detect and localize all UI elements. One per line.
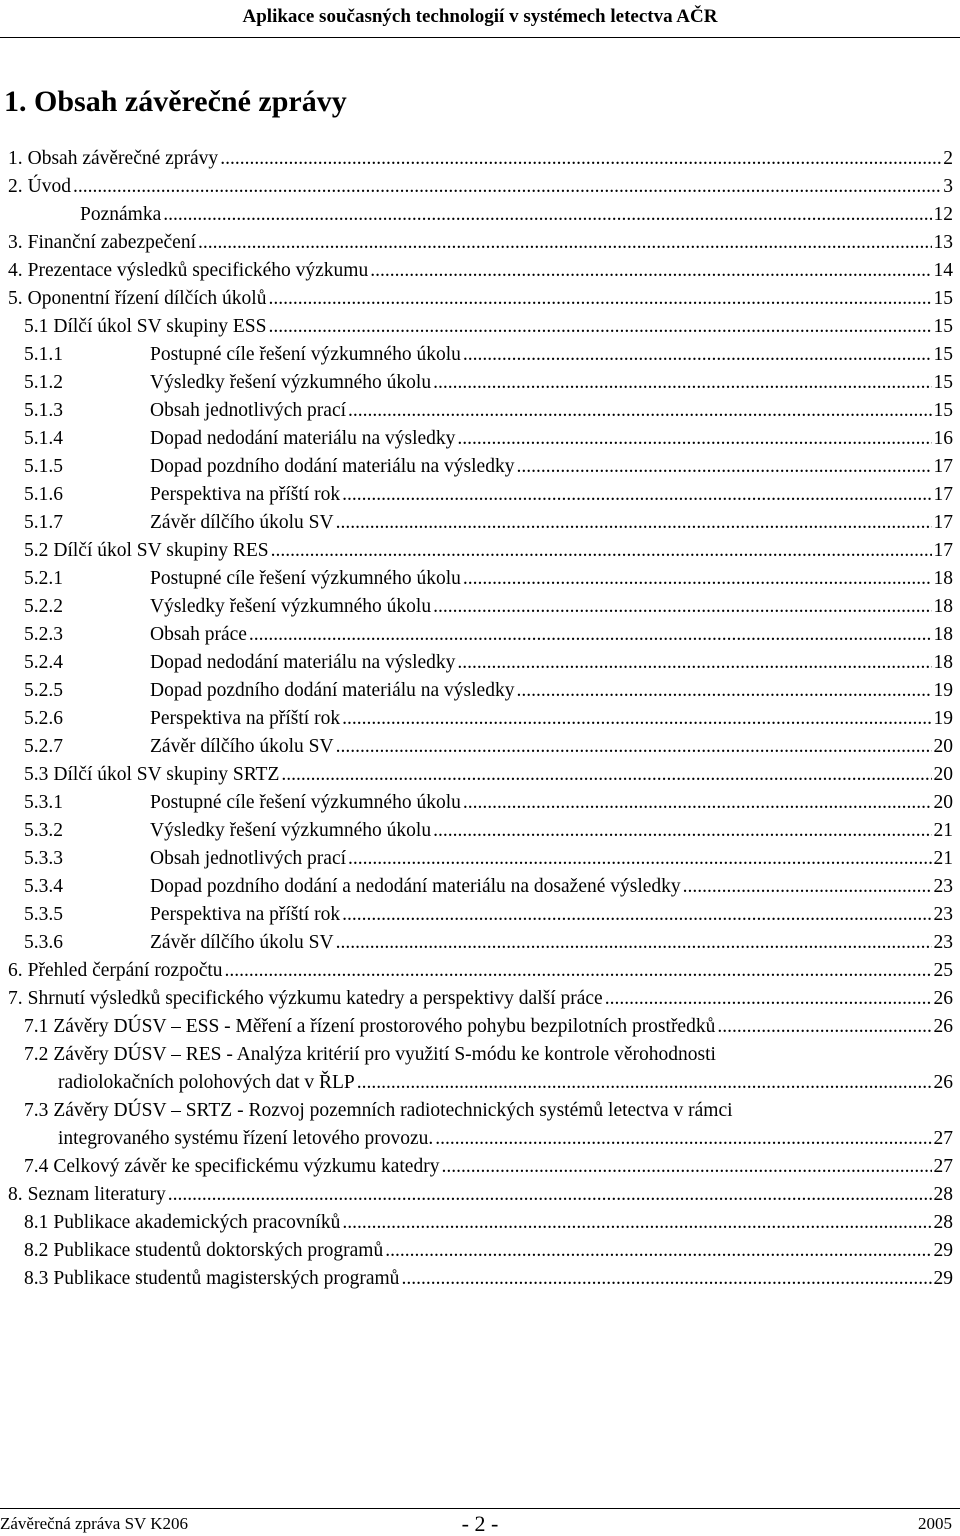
toc-page-number: 17: [933, 456, 953, 477]
toc-entry-title: Dopad pozdního dodání materiálu na výsledky: [150, 680, 515, 701]
toc-entry[interactable]: [0, 733, 960, 761]
toc-entry-number: 7.: [8, 988, 23, 1009]
toc-entry-number: 8.: [8, 1184, 23, 1205]
toc-entry[interactable]: [0, 817, 960, 845]
toc-page-number: 20: [933, 792, 953, 813]
toc-entry-body: [150, 873, 953, 901]
toc-entry-title: integrovaného systému řízení letového provozu.: [58, 1128, 434, 1149]
toc-entry-body: [8, 985, 953, 1013]
toc-page-number: 17: [933, 484, 953, 505]
toc-entry-number: 5.1.3: [24, 400, 63, 421]
toc-entry[interactable]: [0, 593, 960, 621]
toc-entry-number: 7.2: [24, 1044, 49, 1065]
toc-page-number: 28: [933, 1212, 953, 1233]
toc-entry-body: [24, 1097, 953, 1153]
toc-page-number: 15: [933, 316, 953, 337]
toc-entry-number: 7.1: [24, 1016, 49, 1037]
toc-page-number: 29: [933, 1240, 953, 1261]
toc-entry-body: [80, 201, 953, 229]
toc-dot-leader: [463, 789, 932, 817]
toc-page-number: 17: [933, 540, 953, 561]
toc-dot-leader: [342, 1209, 931, 1237]
toc-dot-leader: [717, 1013, 931, 1041]
toc-entry-number: 5.1: [24, 316, 49, 337]
toc-entry-title: Postupné cíle řešení výzkumného úkolu: [150, 792, 461, 813]
toc-entry[interactable]: [0, 957, 960, 985]
toc-dot-leader: [342, 481, 931, 509]
toc-entry-number: 5.2.6: [24, 708, 63, 729]
page-footer: [0, 1512, 960, 1536]
toc-dot-leader: [370, 257, 931, 285]
footer-left-text: Závěrečná zpráva SV K206: [0, 1514, 189, 1533]
toc-entry-number: 5.2.5: [24, 680, 63, 701]
toc-dot-leader: [268, 313, 931, 341]
toc-entry-title: radiolokačních polohových dat v ŘLP: [58, 1072, 355, 1093]
toc-entry-title: Publikace akademických pracovníků: [53, 1212, 341, 1233]
toc-entry[interactable]: [0, 481, 960, 509]
toc-page-number: 19: [933, 680, 953, 701]
toc-dot-leader: [357, 1069, 932, 1097]
toc-dot-leader: [348, 845, 931, 873]
toc-page-number: 26: [933, 1072, 953, 1093]
toc-entry-title: Obsah práce: [150, 624, 247, 645]
toc-dot-leader: [268, 285, 931, 313]
toc-page-number: 15: [933, 400, 953, 421]
toc-dot-leader: [281, 761, 931, 789]
toc-page-number: 23: [933, 904, 953, 925]
toc-page-number: 16: [933, 428, 953, 449]
toc-dot-leader: [435, 1125, 931, 1153]
toc-entry-number: 5.: [8, 288, 23, 309]
toc-entry-body: [150, 593, 953, 621]
toc-page-number: 2: [943, 148, 953, 169]
toc-dot-leader: [457, 649, 931, 677]
toc-entry-body: [150, 929, 953, 957]
toc-entry-number: 5.3.6: [24, 932, 63, 953]
toc-entry[interactable]: [0, 1041, 960, 1097]
toc-entry[interactable]: [0, 705, 960, 733]
toc-entry-body: [150, 509, 953, 537]
toc-entry-body: [8, 145, 953, 173]
toc-entry-title: Obsah jednotlivých prací: [150, 400, 347, 421]
toc-entry-body: [24, 1041, 953, 1097]
toc-entry-number: 5.3.3: [24, 848, 63, 869]
toc-entry[interactable]: [0, 845, 960, 873]
running-header: Aplikace současných technologií v systémech letectva AČR: [242, 6, 718, 27]
toc-page-number: 28: [933, 1184, 953, 1205]
toc-entry[interactable]: [0, 873, 960, 901]
page-number: - 2 -: [461, 1511, 499, 1536]
toc-entry[interactable]: [0, 145, 960, 173]
toc-page-number: 14: [933, 260, 953, 281]
toc-entry-body: [150, 649, 953, 677]
toc-page-number: 3: [943, 176, 953, 197]
toc-entry[interactable]: [0, 397, 960, 425]
toc-entry-body: [8, 173, 953, 201]
toc-entry-body: [24, 537, 953, 565]
toc-page-number: 17: [933, 512, 953, 533]
toc-entry[interactable]: [0, 1237, 960, 1265]
toc-entry[interactable]: [0, 985, 960, 1013]
toc-entry[interactable]: [0, 369, 960, 397]
toc-entry-number: 8.1: [24, 1212, 49, 1233]
toc-entry-title: Celkový závěr ke specifickému výzkumu katedry: [53, 1156, 440, 1177]
toc-dot-leader: [336, 929, 932, 957]
toc-dot-leader: [433, 593, 931, 621]
footer-year: 2005: [918, 1514, 952, 1533]
toc-entry[interactable]: [0, 1097, 960, 1153]
toc-dot-leader: [342, 901, 931, 929]
toc-entry-body: [24, 313, 953, 341]
table-of-contents: [0, 145, 960, 1293]
toc-entry-title: Seznam literatury: [27, 1184, 166, 1205]
toc-entry-number: 5.1.5: [24, 456, 63, 477]
toc-entry-title: Perspektiva na příští rok: [150, 904, 341, 925]
toc-entry-number: 5.1.2: [24, 372, 63, 393]
toc-entry[interactable]: [0, 1153, 960, 1181]
toc-page-number: 21: [933, 848, 953, 869]
toc-entry[interactable]: [0, 1181, 960, 1209]
toc-entry[interactable]: [0, 229, 960, 257]
toc-entry-title: Shrnutí výsledků specifického výzkumu katedry a perspektivy další práce: [27, 988, 603, 1009]
toc-entry[interactable]: [0, 201, 960, 229]
toc-page-number: 26: [933, 988, 953, 1009]
toc-dot-leader: [463, 565, 932, 593]
toc-dot-leader: [516, 453, 931, 481]
toc-entry[interactable]: [0, 789, 960, 817]
toc-dot-leader: [457, 425, 931, 453]
toc-dot-leader: [73, 173, 941, 201]
toc-page-number: 15: [933, 344, 953, 365]
toc-entry-title: Závěry DÚSV – SRTZ - Rozvoj pozemních radiotechnických systémů letectva v rámci: [53, 1100, 733, 1121]
toc-entry-body: [150, 341, 953, 369]
toc-page-number: 27: [933, 1156, 953, 1177]
footer-rule: [0, 1508, 960, 1509]
toc-dot-leader: [401, 1265, 931, 1293]
toc-entry-number: 5.3.1: [24, 792, 63, 813]
toc-entry-number: 5.1.1: [24, 344, 63, 365]
toc-page-number: 19: [933, 708, 953, 729]
toc-entry[interactable]: [0, 761, 960, 789]
toc-entry-number: 5.1.4: [24, 428, 63, 449]
toc-entry-number: 5.2.3: [24, 624, 63, 645]
toc-entry-title: Závěr dílčího úkolu SV: [150, 512, 334, 533]
toc-entry-title: Obsah závěrečné zprávy: [27, 148, 219, 169]
toc-entry-title: Dopad nedodání materiálu na výsledky: [150, 652, 456, 673]
toc-dot-leader: [336, 509, 932, 537]
toc-page-number: 27: [933, 1128, 953, 1149]
toc-entry[interactable]: [0, 173, 960, 201]
toc-dot-leader: [385, 1237, 931, 1265]
toc-entry-title: Publikace studentů doktorských programů: [53, 1240, 384, 1261]
toc-entry-title: Přehled čerpání rozpočtu: [27, 960, 223, 981]
toc-entry-body: [150, 481, 953, 509]
toc-page-number: 12: [933, 204, 953, 225]
toc-entry-title: Poznámka: [80, 204, 162, 225]
toc-entry-number: 7.4: [24, 1156, 49, 1177]
toc-entry-title: Postupné cíle řešení výzkumného úkolu: [150, 344, 461, 365]
toc-dot-leader: [516, 677, 931, 705]
toc-entry-number: 3.: [8, 232, 23, 253]
toc-page-number: 18: [933, 624, 953, 645]
toc-page-number: 21: [933, 820, 953, 841]
toc-entry-title: Závěry DÚSV – ESS - Měření a řízení prostorového pohybu bezpilotních prostředků: [53, 1016, 716, 1037]
toc-dot-leader: [348, 397, 931, 425]
toc-entry-title: Prezentace výsledků specifického výzkumu: [27, 260, 369, 281]
header-rule: [0, 37, 960, 38]
toc-entry-body: [24, 1153, 953, 1181]
toc-entry-number: 4.: [8, 260, 23, 281]
toc-entry[interactable]: [0, 425, 960, 453]
toc-entry-number: 5.2.4: [24, 652, 63, 673]
toc-entry-number: 5.3.5: [24, 904, 63, 925]
toc-entry-title: Úvod: [27, 176, 71, 197]
toc-entry[interactable]: [0, 285, 960, 313]
toc-entry[interactable]: [0, 649, 960, 677]
toc-dot-leader: [683, 873, 932, 901]
toc-page-number: 20: [933, 736, 953, 757]
toc-entry-body: [24, 1237, 953, 1265]
toc-entry-body: [150, 705, 953, 733]
toc-entry-body: [8, 229, 953, 257]
toc-entry-body: [24, 761, 953, 789]
toc-entry-number: 1.: [8, 148, 23, 169]
toc-entry-title: Perspektiva na příští rok: [150, 708, 341, 729]
toc-entry-title: Dílčí úkol SV skupiny SRTZ: [53, 764, 280, 785]
toc-entry-title: Dopad nedodání materiálu na výsledky: [150, 428, 456, 449]
toc-entry-body: [8, 1181, 953, 1209]
toc-entry-number: 5.2.1: [24, 568, 63, 589]
toc-dot-leader: [163, 201, 931, 229]
toc-page-number: 18: [933, 568, 953, 589]
toc-entry-title: Oponentní řízení dílčích úkolů: [27, 288, 267, 309]
toc-entry-body: [150, 397, 953, 425]
toc-dot-leader: [433, 817, 931, 845]
toc-entry-number: 5.2.7: [24, 736, 63, 757]
toc-entry[interactable]: [0, 621, 960, 649]
toc-entry[interactable]: [0, 1013, 960, 1041]
toc-entry-body: [150, 845, 953, 873]
toc-dot-leader: [605, 985, 932, 1013]
page-title: 1. Obsah závěrečné zprávy: [4, 85, 347, 118]
toc-dot-leader: [225, 957, 932, 985]
toc-entry-number: 5.3.2: [24, 820, 63, 841]
toc-entry-title: Výsledky řešení výzkumného úkolu: [150, 596, 432, 617]
toc-entry-number: 5.3.4: [24, 876, 63, 897]
toc-entry-title: Závěry DÚSV – RES - Analýza kritérií pro využití S-módu ke kontrole věrohodnosti: [53, 1044, 716, 1065]
toc-entry-body: [24, 1265, 953, 1293]
toc-entry-number: 7.3: [24, 1100, 49, 1121]
toc-entry-number: 5.3: [24, 764, 49, 785]
toc-entry-number: 8.3: [24, 1268, 49, 1289]
toc-entry[interactable]: [0, 313, 960, 341]
toc-entry-number: 5.1.6: [24, 484, 63, 505]
toc-entry-title: Výsledky řešení výzkumného úkolu: [150, 372, 432, 393]
toc-entry-number: 2.: [8, 176, 23, 197]
toc-entry-title: Obsah jednotlivých prací: [150, 848, 347, 869]
toc-entry[interactable]: [0, 509, 960, 537]
toc-entry[interactable]: [0, 1209, 960, 1237]
toc-entry-title: Dopad pozdního dodání materiálu na výsledky: [150, 456, 515, 477]
toc-entry-body: [8, 957, 953, 985]
toc-entry-title: Finanční zabezpečení: [27, 232, 196, 253]
toc-entry-number: 5.2: [24, 540, 49, 561]
toc-entry-body: [150, 789, 953, 817]
toc-entry-title: Závěr dílčího úkolu SV: [150, 736, 334, 757]
toc-entry-title: Publikace studentů magisterských programů: [53, 1268, 400, 1289]
toc-entry-body: [150, 733, 953, 761]
toc-entry[interactable]: [0, 565, 960, 593]
toc-entry-body: [150, 425, 953, 453]
toc-entry-body: [150, 817, 953, 845]
toc-entry-body: [150, 453, 953, 481]
toc-dot-leader: [249, 621, 932, 649]
toc-page-number: 18: [933, 652, 953, 673]
toc-entry-title: Postupné cíle řešení výzkumného úkolu: [150, 568, 461, 589]
toc-entry[interactable]: [0, 929, 960, 957]
toc-page-number: 26: [933, 1016, 953, 1037]
toc-entry[interactable]: [0, 537, 960, 565]
toc-entry-title: Dílčí úkol SV skupiny RES: [53, 540, 269, 561]
toc-entry-body: [24, 1209, 953, 1237]
toc-entry-body: [8, 257, 953, 285]
toc-entry[interactable]: [0, 257, 960, 285]
toc-entry-number: 6.: [8, 960, 23, 981]
toc-entry-title: Závěr dílčího úkolu SV: [150, 932, 334, 953]
toc-dot-leader: [168, 1181, 932, 1209]
toc-entry-title: Dílčí úkol SV skupiny ESS: [53, 316, 267, 337]
toc-entry-title: Dopad pozdního dodání a nedodání materiálu na dosažené výsledky: [150, 876, 681, 897]
toc-entry-number: 5.1.7: [24, 512, 63, 533]
toc-dot-leader: [463, 341, 932, 369]
toc-entry[interactable]: [0, 677, 960, 705]
toc-page-number: 15: [933, 372, 953, 393]
toc-entry[interactable]: [0, 1265, 960, 1293]
toc-entry-body: [150, 369, 953, 397]
toc-entry-body: [150, 621, 953, 649]
toc-entry-number: 8.2: [24, 1240, 49, 1261]
toc-entry-number: 5.2.2: [24, 596, 63, 617]
toc-dot-leader: [198, 229, 932, 257]
toc-dot-leader: [336, 733, 932, 761]
toc-entry-body: [8, 285, 953, 313]
toc-page-number: 25: [933, 960, 953, 981]
toc-page-number: 18: [933, 596, 953, 617]
toc-entry-body: [150, 677, 953, 705]
toc-entry-title: Perspektiva na příští rok: [150, 484, 341, 505]
toc-entry-body: [24, 1013, 953, 1041]
toc-page-number: 29: [933, 1268, 953, 1289]
toc-page-number: 13: [933, 232, 953, 253]
toc-entry[interactable]: [0, 341, 960, 369]
toc-page-number: 23: [933, 876, 953, 897]
toc-entry-title: Výsledky řešení výzkumného úkolu: [150, 820, 432, 841]
toc-entry[interactable]: [0, 453, 960, 481]
toc-page-number: 20: [933, 764, 953, 785]
toc-dot-leader: [342, 705, 931, 733]
toc-dot-leader: [441, 1153, 931, 1181]
toc-entry[interactable]: [0, 901, 960, 929]
toc-dot-leader: [220, 145, 941, 173]
toc-dot-leader: [433, 369, 931, 397]
toc-page-number: 23: [933, 932, 953, 953]
toc-entry-body: [150, 565, 953, 593]
toc-entry-body: [150, 901, 953, 929]
toc-page-number: 15: [933, 288, 953, 309]
toc-dot-leader: [271, 537, 932, 565]
